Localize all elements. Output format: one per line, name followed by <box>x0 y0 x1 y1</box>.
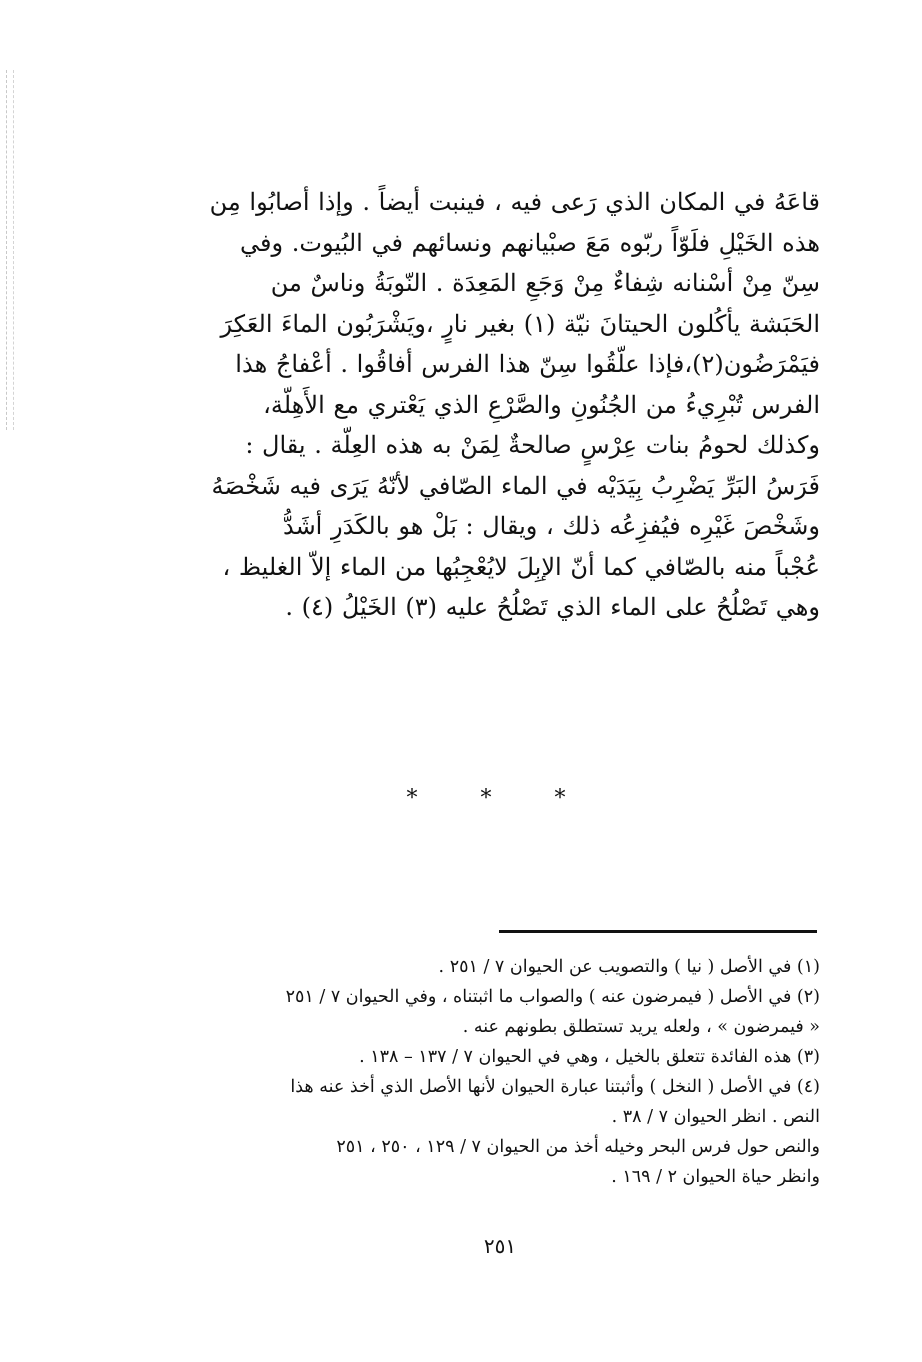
page-number: ٢٥١ <box>483 1234 517 1258</box>
footnote-4: (٤) في الأصل ( النخل ) وأثبتنا عبارة الحيوان لأنها الأصل الذي أخذ عنه هذا <box>290 1077 820 1097</box>
footnotes <box>208 952 820 1192</box>
text-line: وهي تَصْلُحُ على الماء الذي تَصْلُحُ عليه (٣) الخَيْلُ (٤) . <box>285 593 820 621</box>
text-line: عُجْباً منه بالصّافي كما أنّ الإبِلَ لايُعْجِبُها من الماء إلاّ الغليظ ، <box>222 552 820 581</box>
text-line: سِنّ مِنْ أسْنانه شِفاءٌ مِنْ وَجَعِ المَعِدَة . النّوبَةُ وناسٌ من <box>270 269 820 297</box>
footnote-1: (١) في الأصل ( نيا ) والتصويب عن الحيوان ٧ / ٢٥١ . <box>438 957 820 977</box>
text-line: هذه الخَيْلِ فلَوّاً ربّوه مَعَ صبْيانهم ونسائهم في البُيوت. وفي <box>240 228 820 257</box>
footnote-5-continued: وانظر حياة الحيوان ٢ / ١٦٩ . <box>611 1167 820 1187</box>
footnote-3: (٣) هذه الفائدة تتعلق بالخيل ، وهي في الحيوان ٧ / ١٣٧ – ١٣٨ . <box>359 1047 820 1067</box>
text-line: الفرس تُبْرِيءُ من الجُنُونِ والصَّرْعِ الذي يَعْتري مع الأَهِلّة، <box>263 390 820 419</box>
footnote-5: والنص حول فرس البحر وخيله أخذ من الحيوان ٧ / ١٢٩ ، ٢٥٠ ، ٢٥١ <box>336 1137 820 1157</box>
main-text <box>196 182 820 628</box>
text-line: فيَمْرَضُون(٢)،فإذا علّقُوا سِنّ هذا الفرس أفاقُوا . أعْفاجُ هذا <box>235 350 820 378</box>
text-line: قاعَهُ في المكان الذي رَعى فيه ، فينبت أيضاً . وإذا أصابُوا مِن <box>209 188 820 216</box>
text-line: وشَخْصَ غَيْرِه فيُفزِعُه ذلك ، ويقال : بَلْ هو بالكَدَرِ أشَدُّ <box>282 512 820 540</box>
section-separator: * * * <box>406 786 594 811</box>
text-line: فَرَسُ البَرِّ يَضْرِبُ بِيَدَيْه في الماء الصّافي لأنّهُ يَرَى فيه شَخْصَهُ <box>211 471 820 500</box>
footnote-rule <box>499 930 817 933</box>
footnote-4-continued: النص . انظر الحيوان ٧ / ٣٨ . <box>611 1107 820 1127</box>
scan-edge-marks <box>6 70 21 430</box>
text-line: وكذلك لحومُ بنات عِرْسٍ صالحةٌ لِمَنْ به هذه العِلّة . يقال : <box>245 431 820 459</box>
text-line: الحَبَشة يأكُلون الحيتانَ نيّة (١) بغير نارٍ ،ويَشْرَبُون الماءَ العَكِرَ <box>220 309 820 338</box>
footnote-2: (٢) في الأصل ( فيمرضون عنه ) والصواب ما اثبتناه ، وفي الحيوان ٧ / ٢٥١ <box>285 987 820 1007</box>
footnote-2-continued: « فيمرضون » ، ولعله يريد تستطلق بطونهم عنه . <box>462 1017 820 1037</box>
